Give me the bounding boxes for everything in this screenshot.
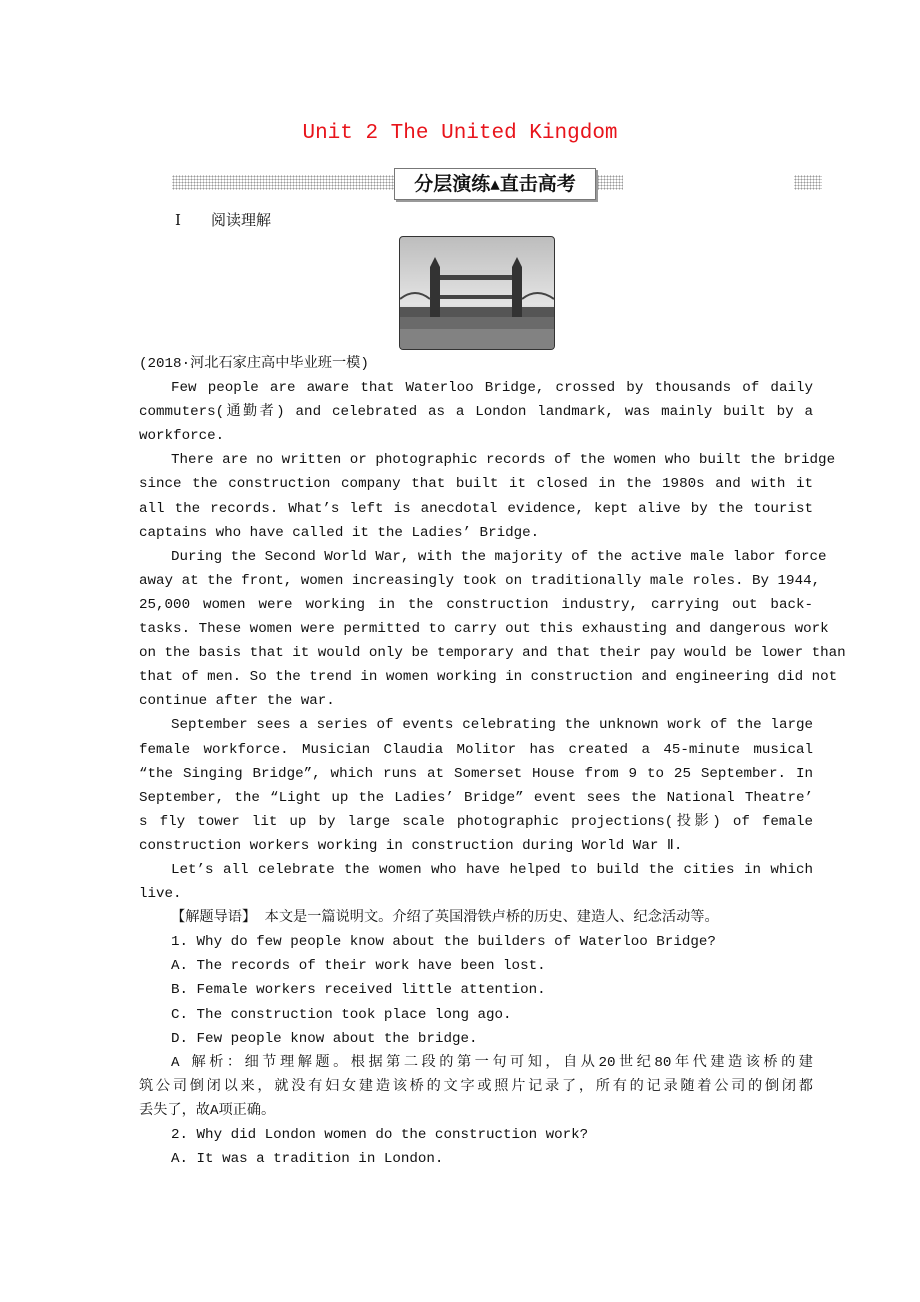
text-line: September sees a series of events celebrating the unknown work of the large — [171, 717, 813, 734]
text-line: on the basis that it would only be temporary and that their pay would be lower than — [139, 645, 846, 662]
banner-divider-mid — [597, 175, 623, 190]
text-line: s fly tower lit up by large scale photographic projections(投影) of female — [139, 813, 813, 830]
page-title: Unit 2 The United Kingdom — [302, 122, 618, 145]
text-line: A. The records of their work have been lost. — [171, 958, 546, 975]
text-line: There are no written or photographic records of the women who built the bridge — [171, 452, 836, 469]
text-line: female workforce. Musician Claudia Molitor has created a 45-minute musical — [139, 741, 813, 758]
text-line: 1. Why do few people know about the builders of Waterloo Bridge? — [171, 934, 716, 951]
text-line: “the Singing Bridge”, which runs at Somerset House from 9 to 25 September. In — [139, 765, 813, 782]
text-line: September, the “Light up the Ladies’ Bridge” event sees the National Theatre’ — [139, 789, 813, 806]
text-line: A. It was a tradition in London. — [171, 1151, 444, 1168]
document-body — [139, 352, 846, 1171]
text-line: captains who have called it the Ladies’ Bridge. — [139, 524, 540, 541]
banner-divider-right — [794, 175, 822, 190]
text-line: workforce. — [139, 428, 225, 445]
text-line: 25,000 women were working in the construction industry, carrying out back- — [139, 596, 813, 613]
text-line: away at the front, women increasingly took on traditionally male roles. By 1944, — [139, 572, 821, 589]
text-line: all the records. What’s left is anecdotal evidence, kept alive by the tourist — [139, 500, 813, 517]
section-heading — [175, 209, 301, 230]
text-line: tasks. These women were permitted to carry out this exhausting and dangerous work — [139, 621, 829, 638]
text-line: since the construction company that built it closed in the 1980s and with it — [139, 476, 813, 493]
section-number: Ⅰ — [175, 211, 181, 229]
text-line: 【解题导语】 本文是一篇说明文。介绍了英国滑铁卢桥的历史、建造人、纪念活动等。 — [171, 910, 719, 927]
text-line: Let’s all celebrate the women who have helped to build the cities in which — [171, 861, 813, 878]
text-line: During the Second World War, with the majority of the active male labor force — [171, 548, 827, 565]
section-banner: 分层演练▴直击高考 — [394, 168, 596, 200]
section-label: 阅读理解 — [210, 211, 271, 229]
text-line: commuters(通勤者) and celebrated as a London landmark, was mainly built by a — [139, 404, 813, 421]
text-line: D. Few people know about the bridge. — [171, 1030, 478, 1047]
text-line: B. Female workers received little attention. — [171, 982, 546, 999]
banner-divider-left — [172, 175, 394, 190]
text-line: C. The construction took place long ago. — [171, 1006, 512, 1023]
text-line: A 解析：细节理解题。根据第二段的第一句可知，自从20世纪80年代建造该桥的建 — [171, 1054, 813, 1071]
text-line: that of men. So the trend in women working in construction and engineering did not — [139, 669, 838, 686]
text-line: 丢失了，故A项正确。 — [139, 1102, 276, 1119]
text-line: continue after the war. — [139, 693, 335, 710]
source-note: (2018·河北石家庄高中毕业班一模) — [139, 356, 369, 372]
tower-bridge-photo — [399, 236, 555, 350]
text-line: Few people are aware that Waterloo Bridge, crossed by thousands of daily — [171, 380, 813, 397]
text-line: live. — [139, 886, 182, 903]
text-line: 筑公司倒闭以来，就没有妇女建造该桥的文字或照片记录了，所有的记录随着公司的倒闭都 — [139, 1078, 813, 1095]
text-line: construction workers working in construction during World War Ⅱ. — [139, 837, 683, 854]
text-line: 2. Why did London women do the construction work? — [171, 1127, 589, 1143]
